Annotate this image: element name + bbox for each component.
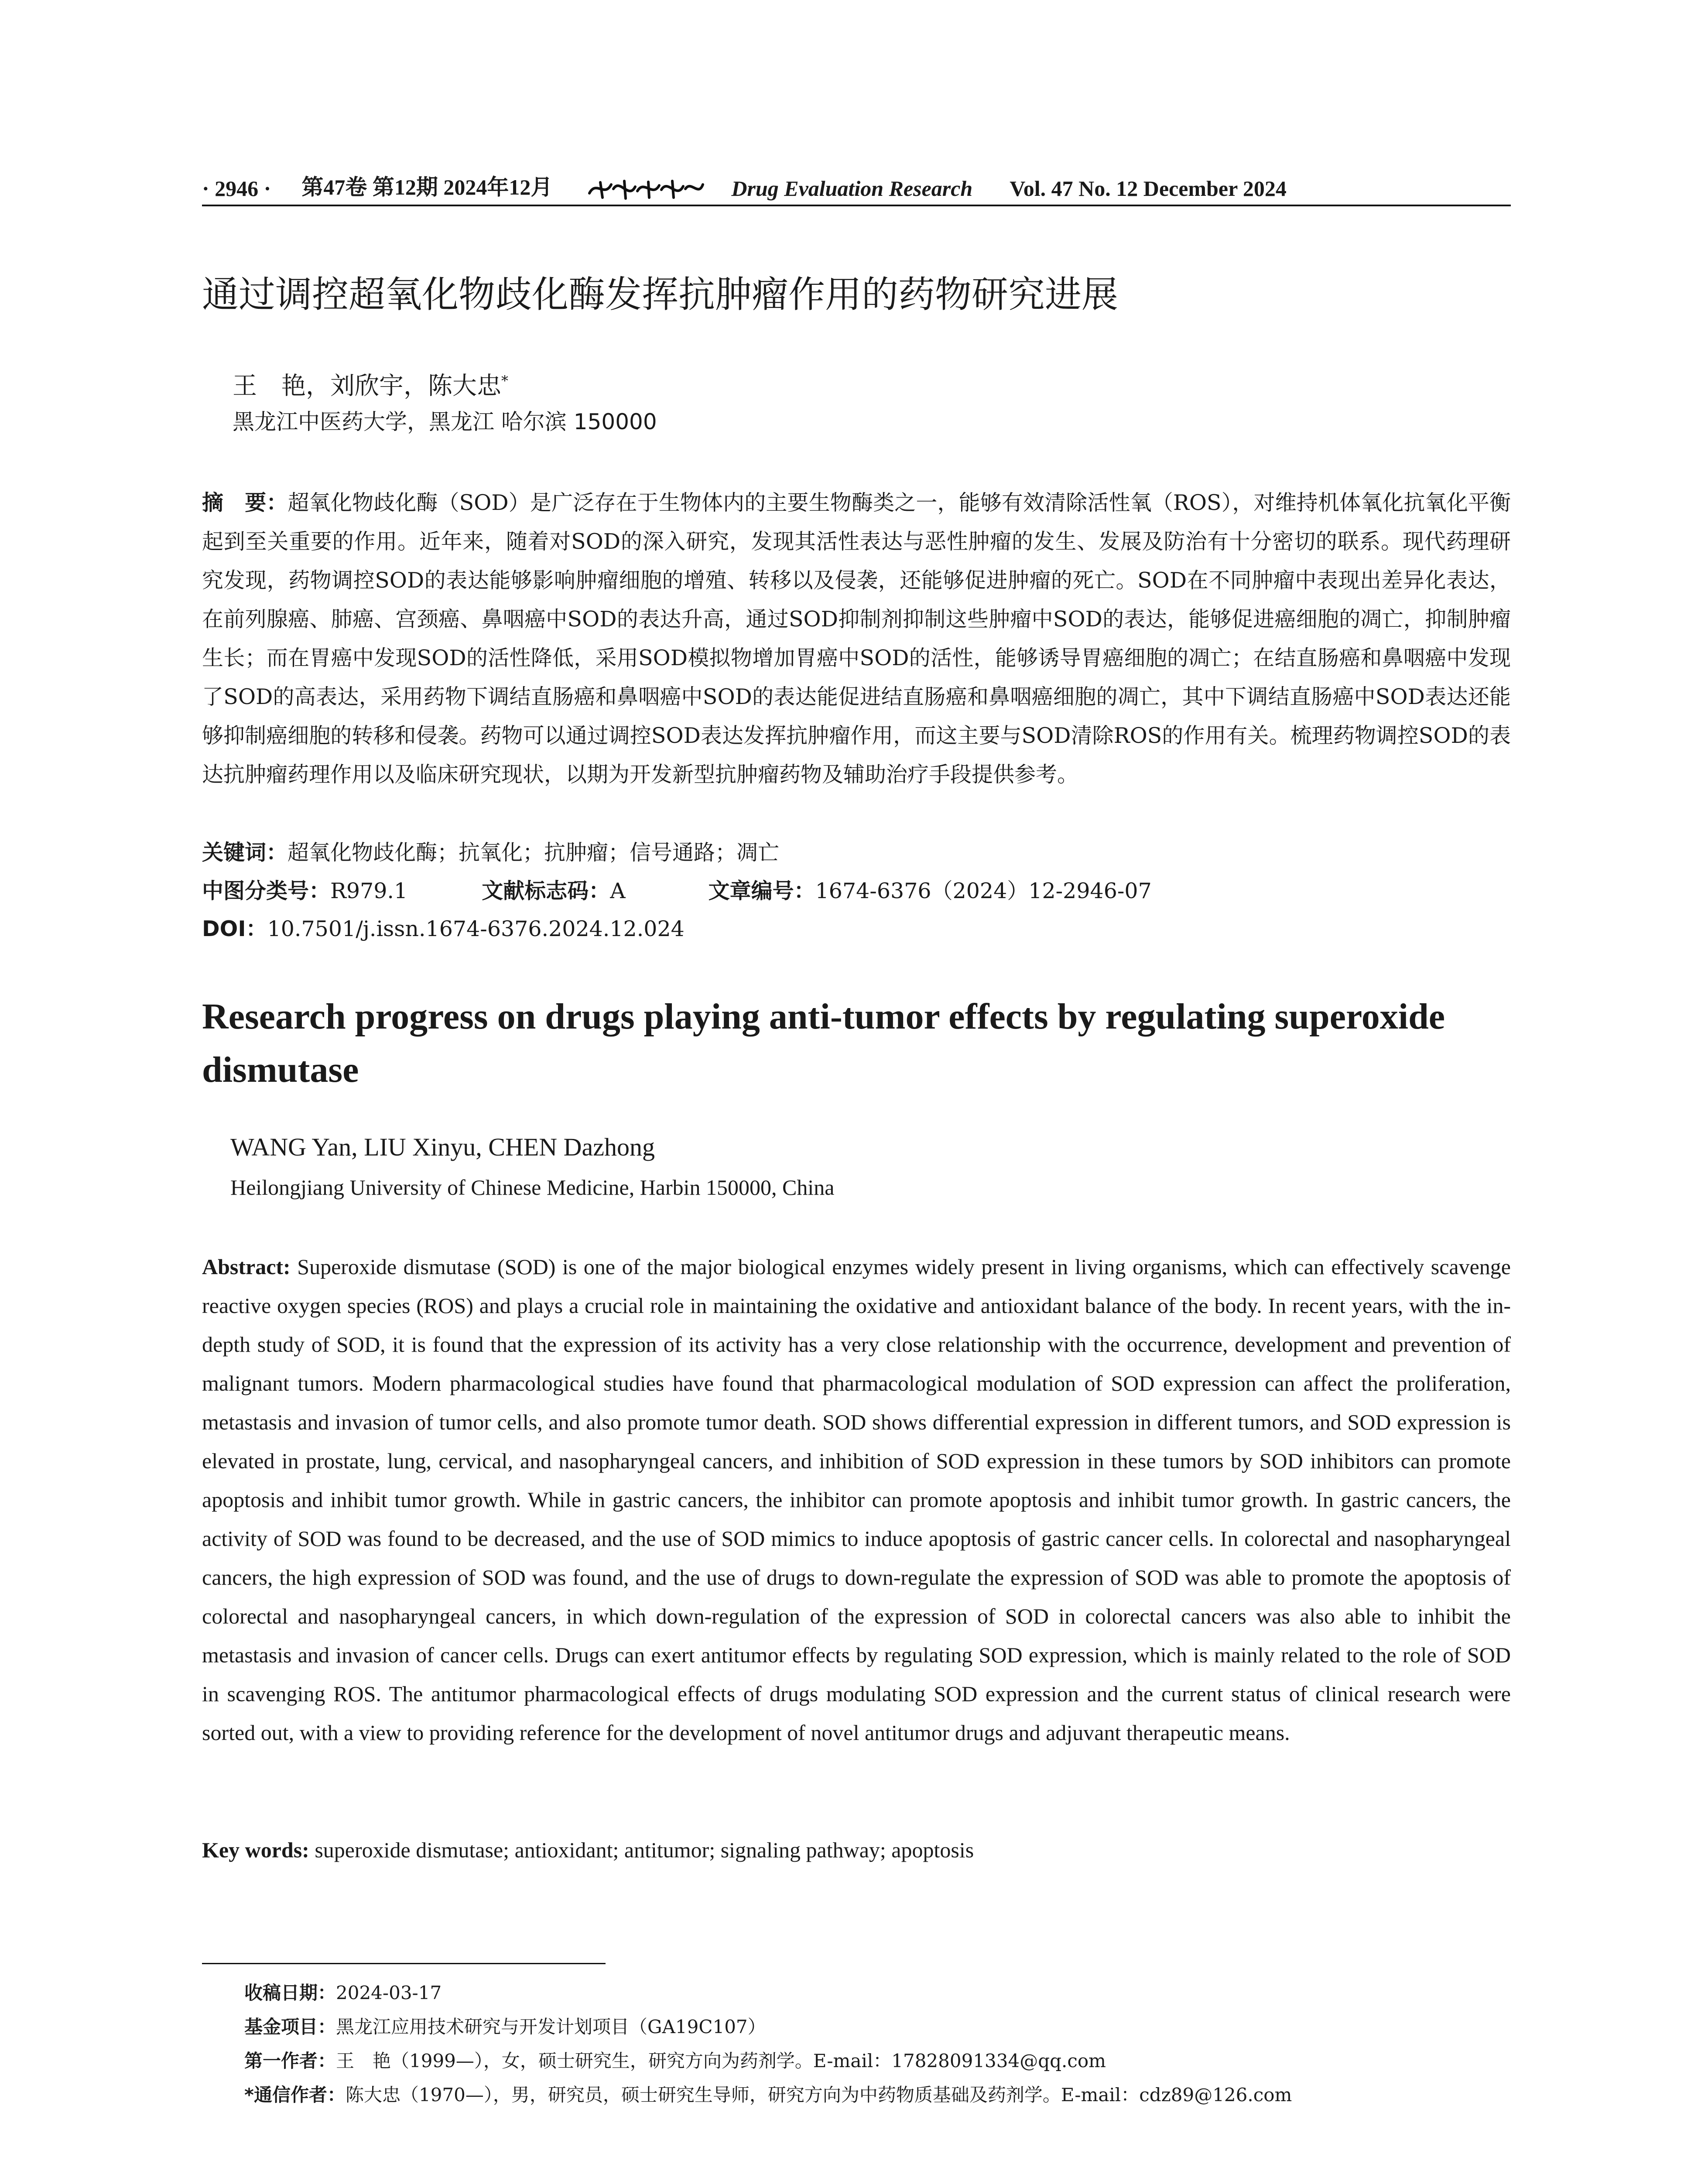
- abstract-cn-text: 超氧化物歧化酶（SOD）是广泛存在于生物体内的主要生物酶类之一，能够有效清除活性氧（ROS），对维持机体氧化抗氧化平衡起到至关重要的作用。近年来，随着对SOD的深入研究，发现其活性表达与恶性肿瘤的发生、发展及防治有十分密切的联系。现代药理研究发现，药物调控SOD的表达能够影响肿瘤细胞的增殖、转移以及侵袭，还能够促进肿瘤的死亡。SOD在不同肿瘤中表现出差异化表达，在前列腺癌、肺癌、宫颈癌、鼻咽癌中SOD的表达升高，通过SOD抑制剂抑制这些肿瘤中SOD的表达，能够促进癌细胞的凋亡，抑制肿瘤生长；而在胃癌中发现SOD的活性降低，采用SOD模拟物增加胃癌中SOD的活性，能够诱导胃癌细胞的凋亡；在结直肠癌和鼻咽癌中发现了SOD的高表达，采用药物下调结直肠癌和鼻咽癌中SOD的表达能促进结直肠癌和鼻咽癌细胞的凋亡，其中下调结直肠癌中SOD表达还能够抑制癌细胞的转移和侵袭。药物可以通过调控SOD表达发挥抗肿瘤作用，而这主要与SOD清除ROS的作用有关。梳理药物调控SOD的表达抗肿瘤药理作用以及临床研究现状，以期为开发新型抗肿瘤药物及辅助治疗手段提供参考。: [202, 490, 1511, 787]
- document-code-value: A: [610, 879, 626, 903]
- keywords-en-text: superoxide dismutase; antioxidant; antitumor; signaling pathway; apoptosis: [315, 1838, 974, 1862]
- footnotes: [244, 1976, 1509, 2112]
- affiliation-cn: 黑龙江中医药大学，黑龙江 哈尔滨 150000: [233, 409, 657, 434]
- journal-calligraphy-logo: [587, 176, 705, 201]
- abstract-en-text: Superoxide dismutase (SOD) is one of the major biological enzymes widely present in living organisms, which can effectively scavenge reactive oxygen species (ROS) and plays a crucial role in maintaining the oxidative and antioxidant balance of the body. In recent years, with the in-depth study of SOD, it is found that the expression of its activity has a very close relationship with the occurrence, development and prevention of malignant tumors. Modern pharmacological studies have found that pharmacological modulation of SOD expression can affect the proliferation, metastasis and invasion of tumor cells, and also promote tumor death. SOD shows differential expression in different tumors, and SOD expression is elevated in prostate, lung, cervical, and nasopharyngeal cancers, and inhibition of SOD expression in these tumors by SOD inhibitors can promote apoptosis and inhibit tumor growth. While in gastric cancers, the inhibitor can promote apoptosis and inhibit tumor growth. In gastric cancers, the activity of SOD was found to be decreased, and the use of SOD mimics to induce apoptosis of gastric cancer cells. In colorectal and nasopharyngeal cancers, the high expression of SOD was found, and the use of drugs to down-regulate the expression of SOD was able to promote the apoptosis of colorectal and nasopharyngeal cancers, in which down-regulation of the expression of SOD in colorectal cancers was also able to inhibit the metastasis and invasion of cancer cells. Drugs can exert antitumor effects by regulating SOD expression, which is mainly related to the role of SOD in scavenging ROS. The antitumor pharmacological effects of drugs modulating SOD expression and the current status of clinical research were sorted out, with a view to providing reference for the development of novel antitumor drugs and adjuvant therapeutic means.: [202, 1255, 1511, 1745]
- footnote-label: 收稿日期：: [244, 1982, 336, 2003]
- authors-cn-names: 王 艳，刘欣宇，陈大忠: [233, 372, 501, 400]
- corresponding-author-mark: *: [501, 373, 508, 389]
- article-number-label: 文章编号：: [708, 879, 815, 903]
- footnote-funding: [244, 2010, 1509, 2044]
- article-title-cn: 通过调控超氧化物歧化酶发挥抗肿瘤作用的药物研究进展: [202, 273, 1119, 316]
- abstract-en-label: Abstract:: [202, 1255, 291, 1279]
- footnote-label: 基金项目：: [244, 2016, 336, 2037]
- affiliation-en: Heilongjiang University of Chinese Medicine, Harbin 150000, China: [230, 1175, 835, 1200]
- doi-line: [202, 914, 685, 944]
- footnote-label: 第一作者：: [244, 2050, 336, 2072]
- footnote-text: 王 艳（1999—），女，硕士研究生，研究方向为药剂学。E-mail：17828091334@qq.com: [336, 2050, 1106, 2072]
- footnote-text: 黑龙江应用技术研究与开发计划项目（GA19C107）: [336, 2016, 766, 2037]
- document-code-label: 文献标志码：: [482, 879, 610, 903]
- doi-value[interactable]: 10.7501/j.issn.1674-6376.2024.12.024: [267, 916, 685, 941]
- abstract-cn: [202, 483, 1511, 794]
- footnote-text: 陈大忠（1970—），男，研究员，硕士研究生导师，研究方向为中药物质基础及药剂学。E-mail：cdz89@126.com: [345, 2084, 1292, 2106]
- class-number-value: R979.1: [330, 879, 408, 903]
- authors-en: WANG Yan, LIU Xinyu, CHEN Dazhong: [230, 1133, 655, 1161]
- keywords-en-label: Key words:: [202, 1838, 309, 1862]
- journal-name-en: Drug Evaluation Research: [731, 176, 973, 201]
- footnote-divider: [202, 1963, 606, 1964]
- footnote-label: *通信作者：: [244, 2084, 346, 2106]
- keywords-cn-text: 超氧化物歧化酶；抗氧化；抗肿瘤；信号通路；凋亡: [288, 840, 780, 865]
- page-number: · 2946 ·: [202, 176, 271, 201]
- keywords-cn: [202, 838, 779, 868]
- classification-line: [202, 876, 1152, 906]
- volume-issue-en: Vol. 47 No. 12 December 2024: [1010, 176, 1287, 201]
- footnote-first-author: [244, 2044, 1509, 2078]
- footnote-received-date: [244, 1976, 1509, 2010]
- running-header: [202, 167, 1511, 206]
- article-title-en: Research progress on drugs playing anti-tumor effects by regulating superoxide dismutase: [202, 996, 1445, 1090]
- volume-issue-cn: 第47卷 第12期 2024年12月: [301, 175, 553, 199]
- keywords-cn-label: 关键词：: [202, 840, 288, 865]
- authors-cn: [233, 366, 508, 402]
- abstract-cn-label: 摘 要：: [202, 490, 288, 515]
- doi-label: DOI：: [202, 916, 267, 941]
- class-number-label: 中图分类号：: [202, 879, 331, 903]
- abstract-en: [202, 1248, 1511, 1752]
- article-number-value: 1674-6376（2024）12-2946-07: [815, 879, 1152, 903]
- footnote-text: 2024-03-17: [336, 1982, 442, 2003]
- footnote-corresponding-author: [244, 2078, 1509, 2112]
- keywords-en: [202, 1835, 974, 1865]
